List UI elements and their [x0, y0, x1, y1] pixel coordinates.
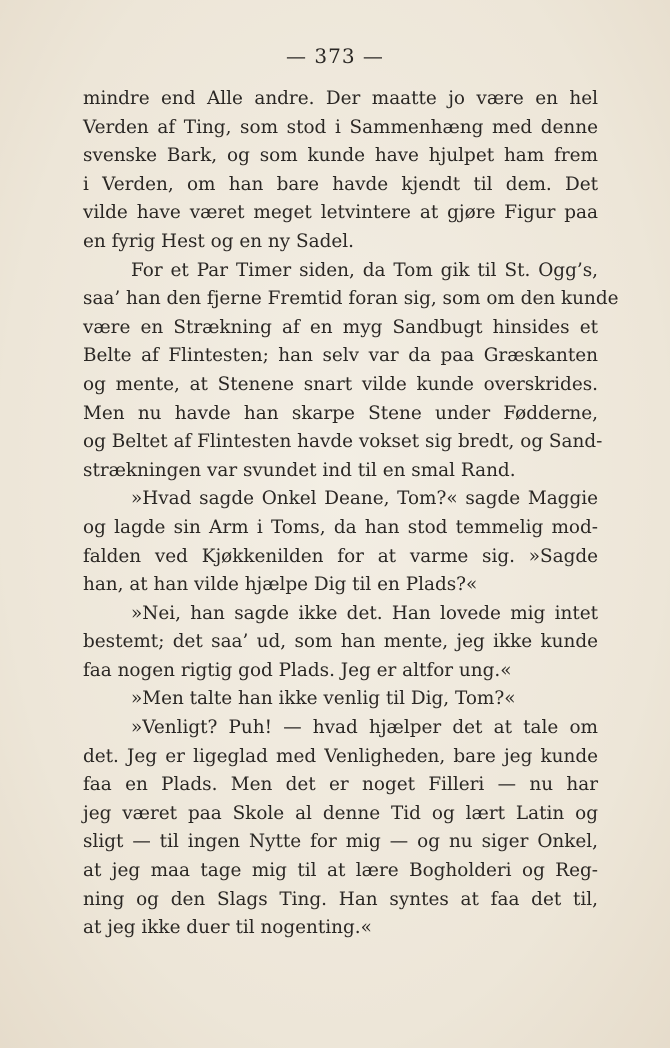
- text-line: det. Jeg er ligeglad med Venligheden, bare jeg kunde: [83, 745, 598, 767]
- text-line: falden ved Kjøkkenilden for at varme sig. »Sagde: [83, 545, 598, 567]
- body-text: [83, 85, 619, 943]
- text-line: bestemt; det saa’ ud, som han mente, jeg ikke kunde: [83, 631, 598, 653]
- text-line: »Nei, han sagde ikke det. Han lovede mig intet: [131, 602, 598, 624]
- text-line: Belte af Flintesten; han selv var da paa Græskanten: [83, 345, 598, 367]
- text-line: »Men talte han ikke venlig til Dig, Tom?«: [131, 688, 516, 710]
- text-line: og mente, at Stenene snart vilde kunde overskrides.: [83, 373, 598, 395]
- text-line: jeg været paa Skole al denne Tid og lært Latin og: [83, 802, 598, 824]
- text-line: faa en Plads. Men det er noget Filleri — nu har: [83, 774, 598, 796]
- text-line: saa’ han den fjerne Fremtid foran sig, som om den kunde: [83, 288, 619, 310]
- text-line: Verden af Ting, som stod i Sammenhæng med denne: [83, 116, 598, 138]
- text-line: »Venligt? Puh! — hvad hjælper det at tale om: [131, 717, 598, 739]
- text-line: ning og den Slags Ting. Han syntes at faa det til,: [83, 888, 598, 910]
- text-line: at jeg ikke duer til nogenting.«: [83, 917, 372, 939]
- text-line: faa nogen rigtig god Plads. Jeg er altfor ung.«: [83, 659, 512, 681]
- text-line: at jeg maa tage mig til at lære Bogholderi og Reg-: [83, 860, 598, 882]
- text-line: Men nu havde han skarpe Stene under Fødderne,: [83, 402, 598, 424]
- text-line: en fyrig Hest og en ny Sadel.: [83, 230, 354, 252]
- text-line: svenske Bark, og som kunde have hjulpet ham frem: [83, 145, 598, 167]
- text-line: han, at han vilde hjælpe Dig til en Plads?«: [83, 574, 478, 596]
- text-line: vilde have været meget letvintere at gjøre Figur paa: [83, 202, 598, 224]
- page-number: — 373 —: [286, 44, 384, 68]
- text-line: og lagde sin Arm i Toms, da han stod temmelig mod-: [83, 516, 598, 538]
- text-line: mindre end Alle andre. Der maatte jo være en hel: [83, 88, 598, 109]
- text-line: strækningen var svundet ind til en smal Rand.: [83, 459, 516, 481]
- text-line: »Hvad sagde Onkel Deane, Tom?« sagde Maggie: [131, 488, 598, 510]
- text-line: sligt — til ingen Nytte for mig — og nu siger Onkel,: [83, 831, 598, 853]
- text-line: For et Par Timer siden, da Tom gik til St. Ogg’s,: [131, 259, 598, 281]
- text-line: i Verden, om han bare havde kjendt til dem. Det: [83, 173, 598, 195]
- text-line: være en Strækning af en myg Sandbugt hinsides et: [83, 316, 598, 338]
- text-line: og Beltet af Flintesten havde vokset sig bredt, og Sand-: [83, 431, 603, 453]
